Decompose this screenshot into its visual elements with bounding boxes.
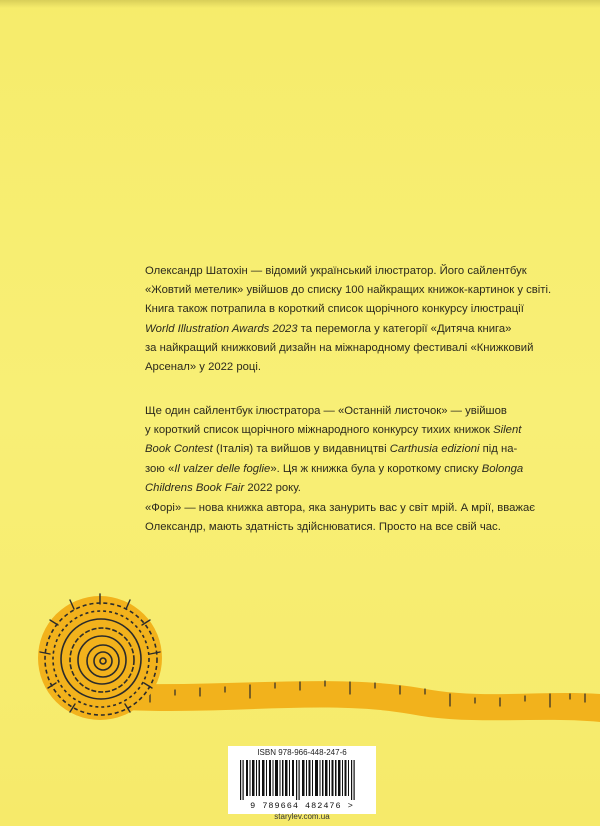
text-line: Арсенал» у 2022 році.	[145, 361, 262, 374]
author-bio-paragraph	[145, 262, 552, 377]
text-line: Ще один сайлентбук ілюстратора — «Останній листочок» — увійшов	[145, 405, 507, 417]
barcode-bars	[234, 760, 370, 800]
text-line: Book Contest (Італія) та вийшов у видавництві Carthusia edizioni під на-	[145, 443, 518, 456]
text-line: Childrens Book Fair 2022 року.	[145, 481, 301, 494]
measuring-tape-illustration	[0, 590, 600, 740]
text-line: зою «Il valzer delle foglie». Ця ж книжка була у короткому списку Bolonga	[145, 462, 524, 475]
tape-roll	[38, 596, 162, 720]
cover-edge-shadow	[0, 0, 600, 8]
text-line: «Жовтий метелик» увійшов до списку 100 найкращих книжок-картинок у світі.	[145, 284, 552, 297]
text-line: у короткий список щорічного міжнародного конкурсу тихих книжок Silent	[145, 424, 522, 437]
tape-strip	[95, 681, 600, 722]
second-book-paragraph	[145, 402, 524, 498]
text-line: Книга також потрапила в короткий список щорічного конкурсу ілюстрації	[145, 303, 524, 316]
text-line: Олександр Шатохін — відомий український ілюстратор. Його сайлентбук	[145, 265, 527, 277]
publisher-website: starylev.com.ua	[274, 812, 330, 821]
barcode-digits: 9 789664 482476 >	[250, 801, 354, 811]
barcode-label	[228, 746, 376, 814]
text-line: «Форі» — нова книжка автора, яка занурить вас у світ мрій. А мрії, вважає	[145, 502, 535, 514]
new-book-paragraph	[145, 499, 535, 537]
text-line: Олександр, мають здатність здійснюватися. Просто на все свій час.	[145, 521, 501, 534]
isbn-number: ISBN 978-966-448-247-6	[257, 748, 347, 757]
text-line: World Illustration Awards 2023 та перемогла у категорії «Дитяча книга»	[145, 322, 512, 335]
text-line: за найкращий книжковий дизайн на міжнародному фестивалі «Книжковий	[145, 341, 534, 354]
